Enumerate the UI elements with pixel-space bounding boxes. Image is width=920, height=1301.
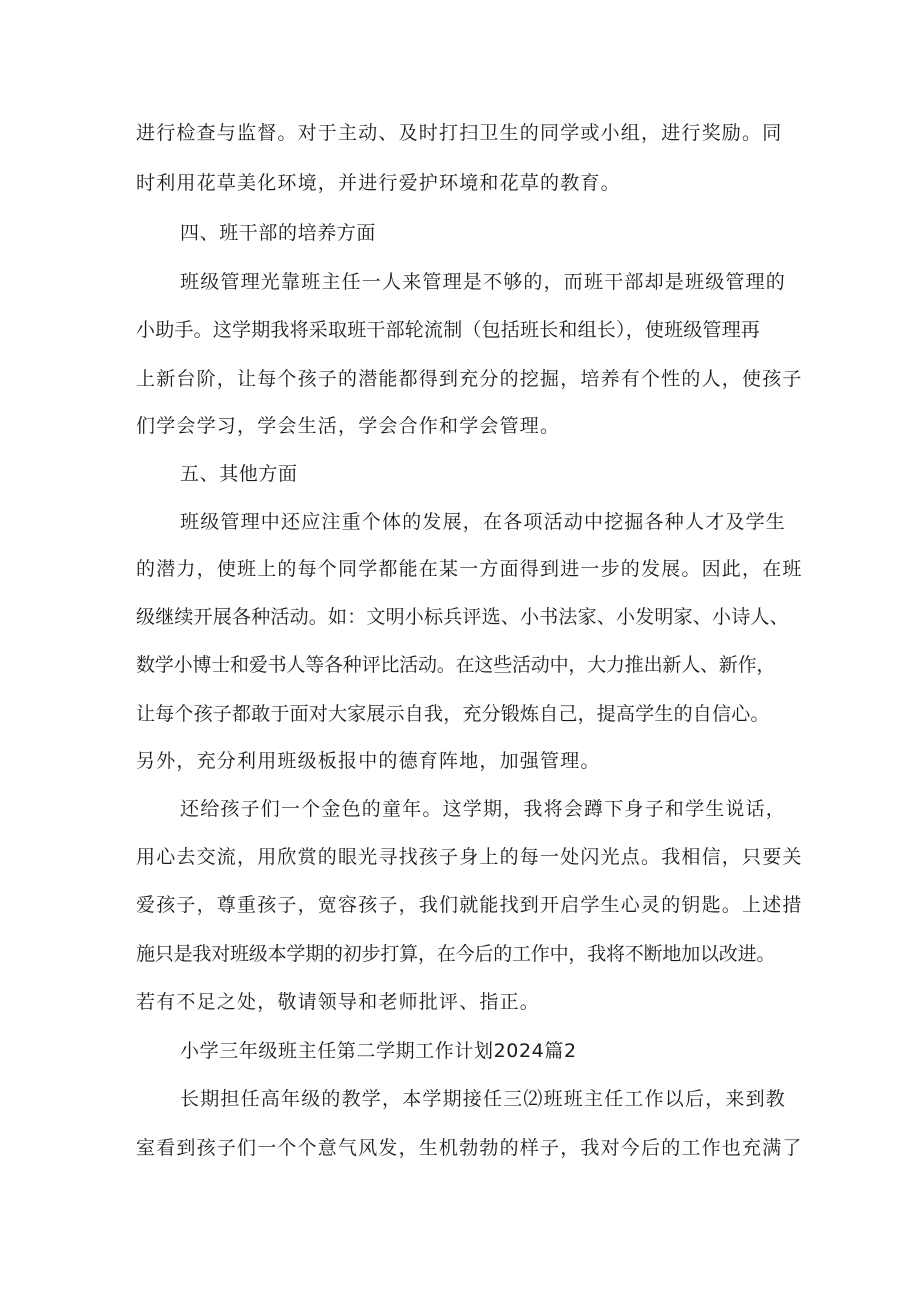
text-line: 还给孩子们一个金色的童年。这学期，我将会蹲下身子和学生说话， — [180, 798, 787, 820]
text-line: 爱孩子，尊重孩子，宽容孩子，我们就能找到开启学生心灵的钥匙。上述措 — [136, 894, 803, 916]
text-line: 若有不足之处，敬请领导和老师批评、指正。 — [136, 991, 541, 1013]
text-line: 另外，充分利用班级板报中的德育阵地，加强管理。 — [136, 750, 601, 772]
section-heading-5: 五、其他方面 — [180, 463, 298, 485]
text-line: 上新台阶，让每个孩子的潜能都得到充分的挖掘，培养有个性的人，使孩子 — [136, 368, 803, 390]
text-line: 时利用花草美化环境，并进行爱护环境和花草的教育。 — [136, 172, 621, 194]
text-line: 们学会学习，学会生活，学会合作和学会管理。 — [136, 415, 561, 437]
text-line: 进行检查与监督。对于主动、及时打扫卫生的同学或小组，进行奖励。同 — [136, 122, 783, 144]
text-line: 班级管理中还应注重个体的发展，在各项活动中挖掘各种人才及学生 — [180, 511, 787, 533]
article-title: 小学三年级班主任第二学期工作计划2024篇2 — [180, 1040, 577, 1062]
text-line: 施只是我对班级本学期的初步打算，在今后的工作中，我将不断地加以改进。 — [136, 943, 776, 965]
text-line: 级继续开展各种活动。如：文明小标兵评选、小书法家、小发明家、小诗人、 — [136, 606, 789, 628]
section-heading-4: 四、班干部的培养方面 — [180, 222, 377, 244]
text-line: 让每个孩子都敢于面对大家展示自我，充分锻炼自己，提高学生的自信心。 — [136, 703, 770, 725]
text-line: 室看到孩子们一个个意气风发，生机勃勃的样子，我对今后的工作也充满了 — [136, 1137, 803, 1159]
text-line: 小助手。这学期我将采取班干部轮流制（包括班长和组长），使班级管理再 — [136, 319, 761, 341]
text-line: 用心去交流，用欣赏的眼光寻找孩子身上的每一处闪光点。我相信，只要关 — [136, 846, 803, 868]
text-line: 数学小博士和爱书人等各种评比活动。在这些活动中，大力推出新人、新作， — [136, 654, 776, 676]
text-line: 长期担任高年级的教学，本学期接任三⑵班班主任工作以后，来到教 — [180, 1088, 787, 1110]
text-line: 班级管理光靠班主任一人来管理是不够的，而班干部却是班级管理的 — [180, 271, 787, 293]
text-line: 的潜力，使班上的每个同学都能在某一方面得到进一步的发展。因此，在班 — [136, 558, 803, 580]
